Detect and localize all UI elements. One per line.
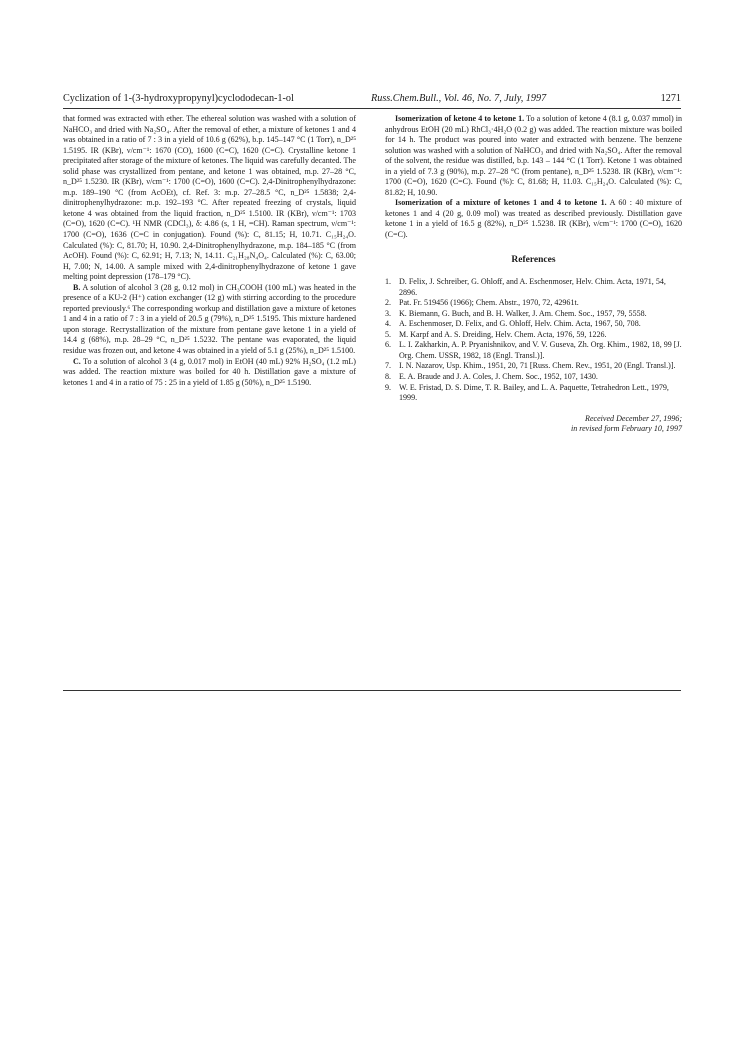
method-c-text: To a solution of alcohol 3 (4 g, 0.017 mol) in EtOH (40 mL) 92% H₂SO₄ (1.2 mL) was added. The reaction mixture was boiled for 40 h. Distillation gave a mixture of ketones 1 and 4 in a ratio of 75 : 25 in a yield of 1.85 g (50%), n_D²⁵ 1.5190. <box>63 356 356 387</box>
reference-item <box>385 298 682 309</box>
received-line: Received December 27, 1996; <box>585 413 682 423</box>
paragraph-method-c <box>63 357 356 389</box>
reference-number: 7. <box>385 361 392 371</box>
paragraph-method-b <box>63 283 356 357</box>
right-column <box>385 114 682 435</box>
reference-number: 5. <box>385 329 392 339</box>
reference-item <box>385 361 682 372</box>
page-number: 1271 <box>660 93 681 104</box>
paragraph-continued: that formed was extracted with ether. The ethereal solution was washed with a solution of NaHCO₃ and dried with Na₂SO₄. After the removal of ether, a mixture of ketones 1 and 4 was obtained in a ratio of 7 : 3 in a yield of 10.6 g (62%), b.p. 145–147 °C (1 Torr), n_D²⁵ 1.5195. IR (KBr), ν/cm⁻¹: 1670 (CO), 1600 (C=C), 1620 (C=C). Crystalline ketone 1 precipitated after storage of the mixture of ketones. The liquid was carefully decanted. The solid phase was crystallized from pentane, and ketone 1 was obtained, m.p. 27–28 °C, n_D²⁵ 1.5230. IR (KBr), ν/cm⁻¹: 1700 (C=O), 1600 (C=C). 2,4-Dinitrophenylhydrazone: m.p. 189–190 °C (from AcOEt), cf. Ref. 3: m.p. 27–28.5 °C, n_D²⁵ 1.5838; 2,4-dinitrophenylhydrazone: m.p. 192–193 °C. After repeated freezing of crystals, liquid ketone 4 was obtained from the liquid fraction, n_D²⁵ 1.5100. IR (KBr), ν/cm⁻¹: 1703 (C=O), 1620 (C=C). ¹H NMR (CDCl₃), δ: 4.86 (s, 1 H, =CH). Raman spectrum, ν/cm⁻¹: 1700 (C=O), 1636 (C=C in conjugation). Found (%): C, 81.15; H, 10.71. C₁₅H₂₄O. Calculated (%): C, 81.70; H, 10.90. 2,4-Dinitrophenylhydrazone, m.p. 184–185 °C (from AcOH). Found (%): C, 62.91; H, 7.13; N, 14.11. C₂₁H₂₈N₄O₄. Calculated (%): C, 63.00; H, 7.00; N, 14.00. A sample mixed with 2,4-dinitrophenylhydrazone of ketone 1 gave melting point depression (178–179 °C). <box>63 114 356 282</box>
reference-text: W. E. Fristad, D. S. Dime, T. R. Bailey, and L. A. Paquette, Tetrahedron Lett., 1979, 1999. <box>399 382 669 403</box>
reference-item <box>385 319 682 330</box>
isomerization-2-title: Isomerization of a mixture of ketones 1 and 4 to ketone 1. <box>395 198 607 208</box>
reference-text: D. Felix, J. Schreiber, G. Ohloff, and A. Eschenmoser, Helv. Chim. Acta, 1971, 54, 2896. <box>399 277 666 297</box>
end-rule <box>63 690 681 691</box>
reference-item <box>385 372 682 383</box>
reference-text: I. N. Nazarov, Usp. Khim., 1951, 20, 71 [Russ. Chem. Rev., 1951, 20 (Engl. Transl.)]. <box>399 361 676 371</box>
reference-text: K. Biemann, G. Buch, and B. H. Walker, J. Am. Chem. Soc., 1957, 79, 5558. <box>399 308 647 318</box>
revised-line: in revised form February 10, 1997 <box>570 424 682 434</box>
reference-number: 6. <box>385 340 392 350</box>
isomerization-2-text: A 60 : 40 mixture of ketones 1 and 4 (20 g, 0.09 mol) was treated as described previously. Distillation gave ketone 1 in a yield of 16.5 g (82%), n_D²⁵ 1.5238. IR (KBr), ν/cm⁻¹: 1700 (C=O), 1620 (C=C). <box>385 198 682 240</box>
reference-item <box>385 383 682 404</box>
reference-number: 9. <box>385 382 392 392</box>
reference-item <box>385 309 682 320</box>
paragraph-isomerization-2 <box>385 198 682 240</box>
reference-number: 8. <box>385 372 392 382</box>
reference-list <box>385 277 682 404</box>
received-dates <box>385 414 682 435</box>
header-rule <box>63 108 681 109</box>
reference-text: L. I. Zakharkin, A. P. Pryanishnikov, and V. V. Guseva, Zh. Org. Khim., 1982, 18, 99 [J. Org. Chem. USSR, 1982, 18 (Engl. Transl.)]. <box>399 340 682 360</box>
reference-text: A. Eschenmoser, D. Felix, and G. Ohloff, Helv. Chim. Acta, 1967, 50, 708. <box>399 319 641 329</box>
journal-citation: Russ.Chem.Bull., Vol. 46, No. 7, July, 1997 <box>371 93 547 104</box>
reference-item <box>385 277 682 298</box>
paragraph-isomerization-1 <box>385 114 682 198</box>
isomerization-1-text: To a solution of ketone 4 (8.1 g, 0.037 mmol) in anhydrous EtOH (20 mL) RhCl₃·4H₂O (0.2 g) was added. The reaction mixture was boiled for 14 h. The product was poured into water and extracted with benzene. The benzene solution was washed with a solution of NaHCO₃ and dried with Na₂SO₄. After the removal of the solvent, the residue was distilled, b.p. 143 – 144 °C (1 Torr). Ketone 1 was obtained in a yield of 7.3 g (90%), m.p. 27–28 °C (from pentane), n_D²⁵ 1.5238. IR (KBr), ν/cm⁻¹: 1700 (C=O), 1620 (C=C). Found (%): C, 81.68; H, 11.03. C₁₅H₂₄O. Calculated (%): C, 81.82; H, 10.90. <box>385 114 682 197</box>
reference-item <box>385 340 682 361</box>
running-header <box>63 93 681 107</box>
method-c-label: C. <box>73 356 81 366</box>
reference-number: 2. <box>385 298 392 308</box>
reference-item <box>385 330 682 341</box>
reference-number: 1. <box>385 277 392 287</box>
left-column <box>63 114 356 388</box>
method-b-label: B. <box>73 282 81 292</box>
reference-number: 3. <box>385 308 392 318</box>
method-b-text: A solution of alcohol 3 (28 g, 0.12 mol) in CH₃COOH (100 mL) was heated in the presence of a KU-2 (H⁺) cation exchanger (12 g) with stirring according to the procedure reported previously.⁶ The corresponding workup and distillation gave a mixture of ketones 1 and 4 in a ratio of 7 : 3 in a yield of 20.5 g (79%), n_D²⁵ 1.5195. This mixture hardened upon storage. Recrystallization of the mixture from pentane gave ketone 1 in a yield of 14.4 g (68%), m.p. 28–29 °C, n_D²⁵ 1.5232. The pentane was evaporated, the liquid residue was frozen out, and ketone 4 was obtained in a yield of 5.1 g (25%), n_D²⁵ 1.5100. <box>63 282 356 356</box>
reference-number: 4. <box>385 319 392 329</box>
references-heading: References <box>511 254 556 265</box>
isomerization-1-title: Isomerization of ketone 4 to ketone 1. <box>395 114 525 123</box>
reference-text: E. A. Braude and J. A. Coles, J. Chem. Soc., 1952, 107, 1430. <box>399 372 598 382</box>
reference-text: Pat. Fr. 519456 (1966); Chem. Abstr., 1970, 72, 42961t. <box>399 298 579 308</box>
reference-text: M. Karpf and A. S. Dreiding, Helv. Chem. Acta, 1976, 59, 1226. <box>399 329 607 339</box>
running-title: Cyclization of 1-(3-hydroxypropynyl)cyclododecan-1-ol <box>63 93 294 104</box>
